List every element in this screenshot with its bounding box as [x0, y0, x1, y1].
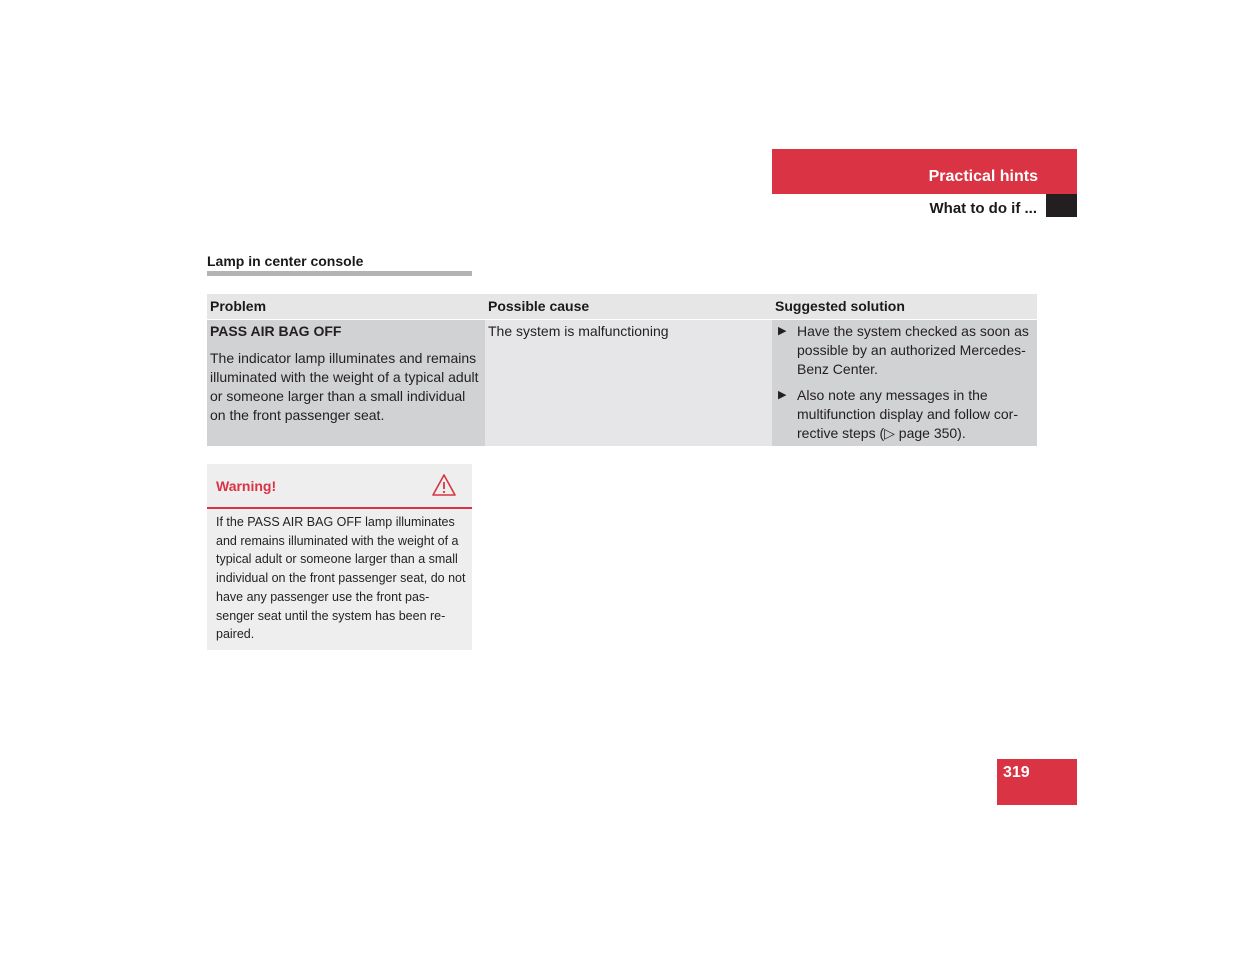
warning-box — [207, 464, 472, 650]
page-number: 319 — [1003, 764, 1030, 781]
chapter-title: Practical hints — [928, 168, 1038, 185]
arrow-right-icon: ▶ — [778, 325, 787, 337]
page-section-title: Lamp in center console — [207, 253, 364, 269]
warning-header — [207, 464, 472, 509]
solution-text: Also note any messages in the multifunction display and follow cor-rective steps (▷ page 350). — [797, 387, 1018, 441]
header-possible-cause: Possible cause — [488, 298, 590, 314]
section-subtitle: What to do if ... — [929, 200, 1037, 217]
warning-text: If the PASS AIR BAG OFF lamp illuminates and remains illuminated with the weight of a typical adult or someone larger than a small individual on the front passenger seat, do not have any passenger use the front pas-senger seat until the system has been re-paired. — [216, 515, 466, 642]
table-row — [207, 320, 1037, 446]
solution-item — [775, 386, 1034, 443]
page-number-box — [997, 759, 1077, 805]
header-problem: Problem — [210, 298, 267, 314]
arrow-right-icon: ▶ — [778, 389, 787, 401]
cause-text: The system is malfunctioning — [488, 323, 669, 339]
thumb-tab-marker — [1046, 194, 1077, 217]
problem-title: PASS AIR BAG OFF — [210, 323, 342, 339]
solution-cell — [772, 320, 1037, 446]
warning-triangle-icon — [431, 473, 457, 497]
warning-title: Warning! — [216, 478, 277, 494]
header-suggested-solution: Suggested solution — [775, 298, 905, 314]
problem-cell — [207, 320, 485, 446]
problem-description: The indicator lamp illuminates and remains illuminated with the weight of a typical adult or someone larger than a small individual on the front passenger seat. — [210, 350, 479, 423]
section-header — [772, 194, 1046, 218]
solution-item — [775, 322, 1034, 379]
chapter-header — [772, 149, 1077, 194]
cause-cell — [485, 320, 772, 446]
section-underline — [207, 271, 472, 276]
solution-text: Have the system checked as soon as possible by an authorized Mercedes-Benz Center. — [797, 323, 1029, 377]
table-header-row — [207, 294, 1037, 319]
